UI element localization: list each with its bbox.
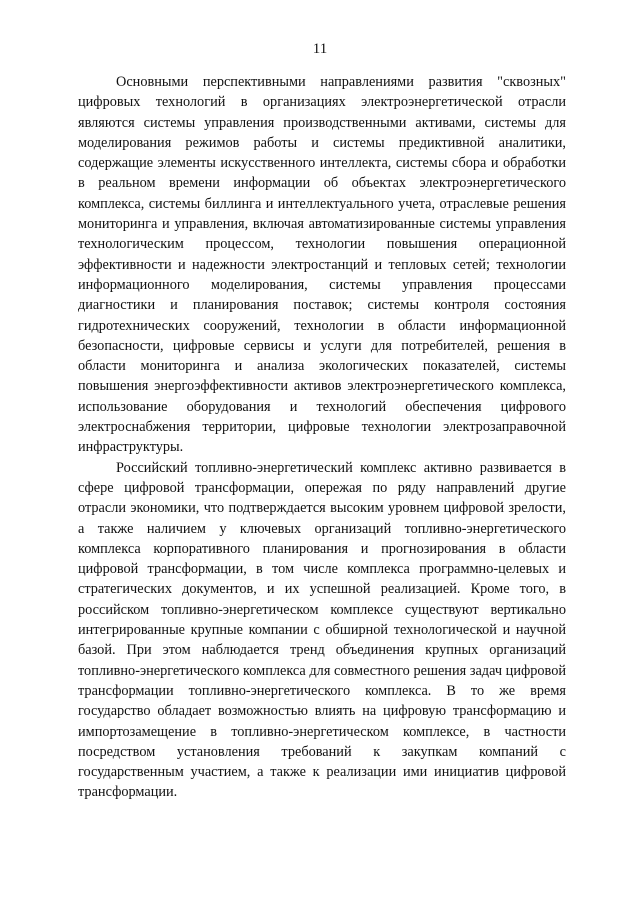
body-text: [78, 72, 566, 803]
page-number: 11: [312, 41, 328, 57]
paragraph-digital-technologies: Основными перспективными направлениями развития "сквозных" цифровых технологий в организациях электроэнергетической отрасли являются системы управления производственными активами, системы для моделирования режимов работы и системы предиктивной аналитики, содержащие элементы искусственного интеллекта, системы сбора и обработки в реальном времени информации об объектах электроэнергетического комплекса, системы биллинга и интеллектуального учета, отраслевые решения мониторинга и управления, включая автоматизированные системы управления технологическим процессом, технологии повышения операционной эффективности и надежности электростанций и тепловых сетей; технологии информационного моделирования, системы управления процессами диагностики и планирования поставок; системы контроля состояния гидротехнических сооружений, технологии в области информационной безопасности, цифровые сервисы и услуги для потребителей, решения в области мониторинга и анализа экологических показателей, системы повышения энергоэффективности активов электроэнергетического комплекса, использование оборудования и технологий обеспечения цифрового электроснабжения территории, цифровые технологии электрозаправочной инфраструктуры.: [78, 74, 566, 456]
paragraph-fuel-energy-complex: Российский топливно-энергетический комплекс активно развивается в сфере цифровой трансформации, опережая по ряду направлений другие отрасли экономики, что подтверждается высоким уровнем цифровой зрелости, а также наличием у ключевых организаций топливно-энергетического комплекса корпоративного планирования и прогнозирования в области цифровой трансформации, в том числе комплекса программно-целевых и стратегических документов, и их успешной реализацией. Кроме того, в российском топливно-энергетическом комплексе существуют вертикально интегрированные крупные компании с обширной технологической и научной базой. При этом наблюдается тренд объединения крупных организаций топливно-энергетического комплекса для совместного решения задач цифровой трансформации топливно-энергетического комплекса. В то же время государство обладает возможностью влиять на цифровую трансформацию и импортозамещение в топливно-энергетическом комплексе, в частности посредством установления требований к закупкам компаний с государственным участием, а также к реализации ими инициатив цифровой трансформации.: [78, 459, 566, 801]
